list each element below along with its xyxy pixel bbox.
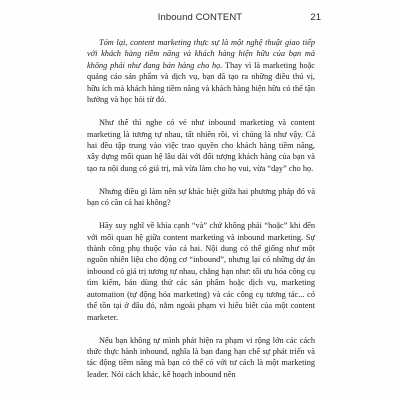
paragraph-summary <box>87 37 315 106</box>
paragraph-scope <box>87 335 315 381</box>
paragraph-and-not-or <box>87 220 315 323</box>
paragraph-inbound-vs-content <box>87 117 315 174</box>
page-header <box>0 12 400 28</box>
page-body <box>87 37 315 392</box>
paragraph-summary-italic: Tóm lại, content marketing thực sự là một nghệ thuật giao tiếp với khách hàng tiềm năng và khách hàng hiện hữu của bạn mà không phải như đang bán hàng cho họ. <box>87 38 315 70</box>
paragraph-inbound-vs-content-text: Như thế thì nghe có vẻ như inbound marketing và content marketing là tương tự nhau, tất nhiên rồi, vì chúng là như vậy. Cả hai đều tập trung vào việc trao quyền cho khách hàng tiềm năng, xây dựng mối quan hệ lâu dài với đối tượng khách hàng của bạn và tạo ra nội dung có giá trị, mà vừa làm cho họ vui, vừa “dạy” cho họ. <box>87 118 315 173</box>
page-number: 21 <box>310 12 321 23</box>
paragraph-and-not-or-text: Hãy suy nghĩ về khía cạnh “và” chứ không phải “hoặc” khi đến với mối quan hệ giữa content marketing và inbound marketing. Sự thành công phụ thuộc vào cả hai. Nội dung có thể giống như một nguồn nhiên liệu cho động cơ “inbound”, nhưng lại có những dự án inbound có giá trị tương tự nhau, chẳng hạn như: tối ưu hóa công cụ tìm kiếm, bản dùng thử các sản phẩm hoặc dịch vụ, marketing automation (tự động hóa marketing) và các công cụ tương tác... có thể tồn tại ở đâu đó, nằm ngoài phạm vi hiểu biết của một content marketer. <box>87 221 315 322</box>
paragraph-question-text: Nhưng điều gì làm nên sự khác biệt giữa hai phương pháp đó và bạn có cần cả hai không? <box>87 186 315 208</box>
paragraph-scope-text: Nếu bạn không tự mình phát hiện ra phạm vi rộng lớn các cách thức thực hành inbound, nghĩa là bạn đang hạn chế sự phát triển và tác động tiềm năng mà bạn có thể có với tư cách là một marketing leader. Nói cách khác, kế hoạch inbound nên <box>87 335 315 379</box>
paragraph-summary-text: Thay vì là marketing hoặc quảng cáo sản phẩm và dịch vụ, bạn đã tạo ra những điều thú vị, hữu ích mà khách hàng tiềm năng và khách hàng hiện hữu có thể tận hưởng và học hỏi từ đó. <box>87 60 315 105</box>
running-title: Inbound CONTENT <box>157 12 243 23</box>
paragraph-question <box>87 186 315 209</box>
